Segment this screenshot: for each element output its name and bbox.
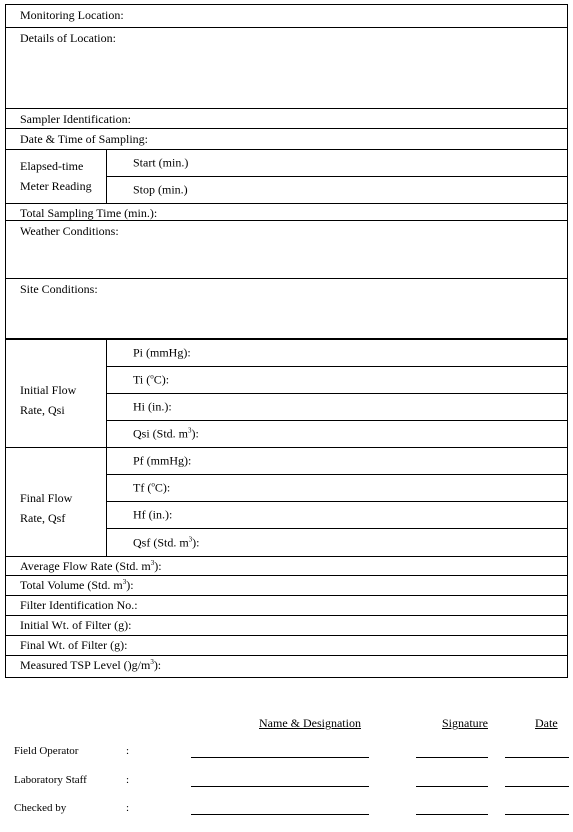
- qsi-row[interactable]: [107, 421, 567, 447]
- tsp-level-row[interactable]: [6, 656, 567, 676]
- site-conditions-row[interactable]: [6, 279, 567, 340]
- initial-flow-line-1: Initial Flow: [20, 383, 77, 397]
- date-time-row[interactable]: [6, 129, 567, 150]
- qsf-row[interactable]: [107, 529, 567, 556]
- laboratory-staff-label: Laboratory Staff: [14, 774, 87, 786]
- pf-label: Pf (mmHg):: [133, 453, 192, 468]
- qsi-label: Qsi (Std. $m^3$):: [133, 426, 199, 441]
- checked-by-date-line[interactable]: [505, 814, 569, 815]
- start-row[interactable]: [107, 150, 567, 177]
- stop-label: Stop (min.): [133, 182, 188, 197]
- total-volume-label: Total Volume (Std. $m^3$):: [20, 578, 134, 592]
- name-designation-header: Name & Designation: [259, 716, 361, 730]
- colon: :: [126, 802, 130, 814]
- details-of-location-row[interactable]: [6, 28, 567, 109]
- ti-row[interactable]: [107, 367, 567, 394]
- initial-wt-label: Initial Wt. of Filter (g):: [20, 618, 132, 632]
- date-header: Date: [535, 716, 558, 730]
- final-flow-line-1: Final Flow: [20, 491, 73, 505]
- site-conditions-label: Site Conditions:: [20, 282, 98, 296]
- average-flow-rate-label: Average Flow Rate (Std. $m^3$):: [20, 559, 162, 573]
- details-of-location-label: Details of Location:: [20, 31, 116, 45]
- initial-flow-group: [6, 340, 567, 448]
- final-flow-label: [20, 488, 72, 528]
- hf-row[interactable]: [107, 502, 567, 529]
- final-flow-group: [6, 448, 567, 557]
- field-operator-date-line[interactable]: [505, 757, 569, 758]
- sampler-identification-label: Sampler Identification:: [20, 112, 131, 126]
- elapsed-time-label: [20, 156, 92, 196]
- hi-label: Hi (in.):: [133, 399, 172, 414]
- signature-header: Signature: [442, 716, 488, 730]
- initial-wt-row[interactable]: [6, 616, 567, 636]
- total-sampling-time-label: Total Sampling Time (min.):: [20, 206, 158, 220]
- checked-by-signature-line[interactable]: [416, 814, 488, 815]
- stop-row[interactable]: [107, 177, 567, 203]
- tf-label: Tf ($^o$C):: [133, 480, 171, 495]
- weather-conditions-row[interactable]: [6, 221, 567, 279]
- pf-row[interactable]: [107, 448, 567, 475]
- colon: :: [126, 774, 130, 786]
- total-volume-row[interactable]: [6, 576, 567, 596]
- elapsed-time-group: [6, 150, 567, 204]
- filter-identification-label: Filter Identification No.:: [20, 598, 138, 612]
- initial-flow-label: [20, 380, 76, 420]
- start-label: Start (min.): [133, 155, 189, 170]
- date-time-label: Date & Time of Sampling:: [20, 132, 149, 146]
- colon: :: [126, 745, 130, 757]
- final-flow-line-2: Rate, Qsf: [20, 511, 66, 525]
- initial-flow-line-2: Rate, Qsi: [20, 403, 65, 417]
- hf-label: Hf (in.):: [133, 507, 173, 522]
- final-wt-label: Final Wt. of Filter (g):: [20, 638, 128, 652]
- filter-identification-row[interactable]: [6, 596, 567, 616]
- elapsed-label-line-2: Meter Reading: [20, 179, 92, 193]
- tf-row[interactable]: [107, 475, 567, 502]
- qsf-label: Qsf (Std. $m^3$):: [133, 535, 200, 549]
- ti-label: Ti ($^o$C):: [133, 372, 170, 387]
- elapsed-label-line-1: Elapsed-time: [20, 159, 84, 173]
- field-operator-label: Field Operator: [14, 745, 79, 757]
- field-operator-name-line[interactable]: [191, 757, 369, 758]
- average-flow-rate-row[interactable]: [6, 557, 567, 576]
- monitoring-location-row[interactable]: [6, 5, 567, 28]
- monitoring-form: [5, 4, 568, 678]
- field-operator-signature-line[interactable]: [416, 757, 488, 758]
- total-sampling-time-row[interactable]: [6, 204, 567, 221]
- checked-by-label: Checked by: [14, 802, 67, 814]
- pi-row[interactable]: [107, 340, 567, 367]
- signature-section: [0, 700, 573, 832]
- final-wt-row[interactable]: [6, 636, 567, 656]
- checked-by-name-line[interactable]: [191, 814, 369, 815]
- sampler-identification-row[interactable]: [6, 109, 567, 129]
- weather-conditions-label: Weather Conditions:: [20, 224, 119, 238]
- pi-label: Pi (mmHg):: [133, 345, 191, 360]
- laboratory-staff-signature-line[interactable]: [416, 786, 488, 787]
- hi-row[interactable]: [107, 394, 567, 421]
- monitoring-location-label: Monitoring Location:: [20, 8, 124, 22]
- laboratory-staff-date-line[interactable]: [505, 786, 569, 787]
- laboratory-staff-name-line[interactable]: [191, 786, 369, 787]
- tsp-level-label: Measured TSP Level $()g/m^3$):: [20, 658, 162, 672]
